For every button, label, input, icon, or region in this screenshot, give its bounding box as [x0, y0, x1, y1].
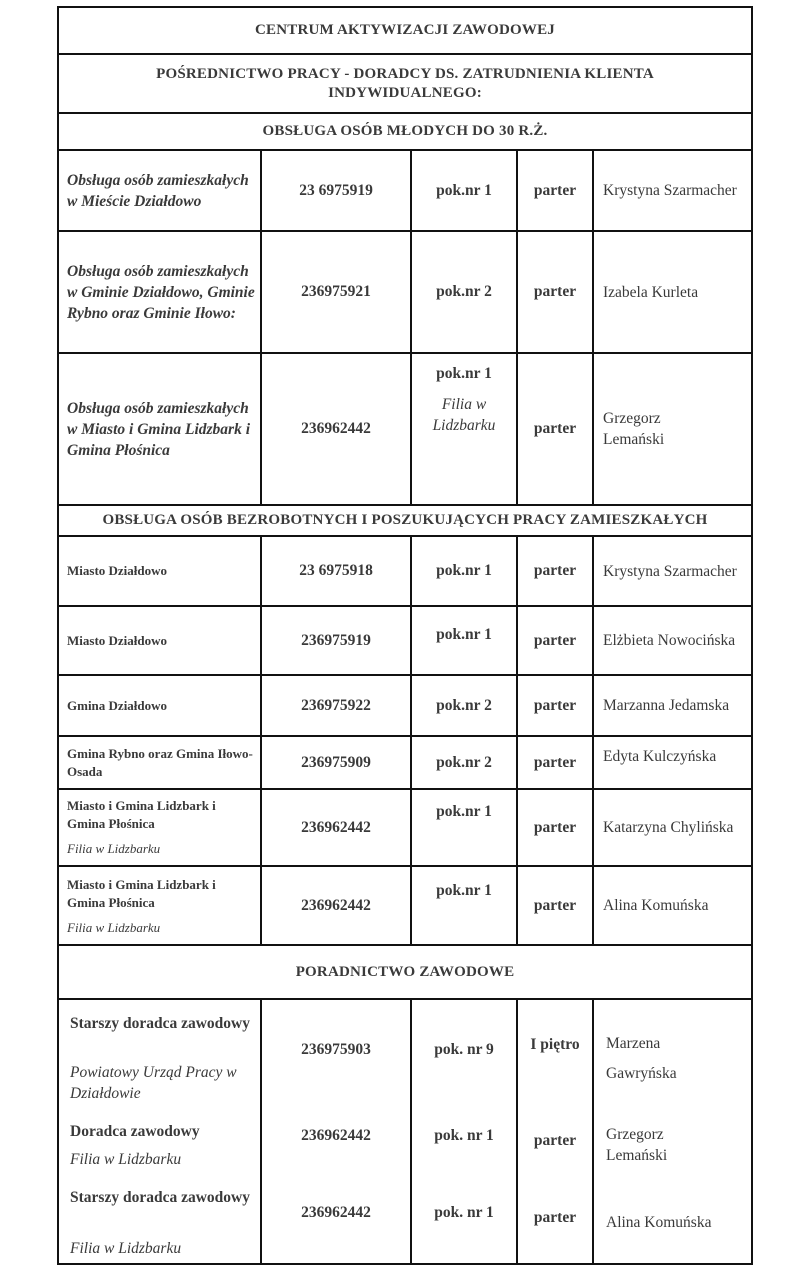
floor-label: parter [533, 1132, 577, 1149]
section-heading: OBSŁUGA OSÓB MŁODYCH DO 30 R.Ż. [262, 123, 548, 139]
area-description: Obsługa osób zamieszkałych w Miasto i Gmina Lidzbark i Gmina Płośnica [67, 399, 251, 459]
phone-number: 236962442 [301, 1204, 371, 1221]
area-note: Filia w Lidzbarku [67, 841, 161, 856]
phone-number: 23 6975918 [299, 562, 373, 579]
room-number: pok.nr 1 [436, 882, 492, 899]
person-name: Krystyna Szarmacher [603, 182, 737, 199]
advisor-place: Filia w Lidzbarku [70, 1151, 182, 1168]
section-heading: PORADNICTWO ZAWODOWE [295, 963, 515, 980]
advisor-role: Doradca zawodowy [70, 1123, 200, 1140]
room-number: pok. nr 1 [434, 1204, 494, 1221]
floor-label: parter [533, 420, 577, 437]
area-description: Miasto Działdowo [67, 563, 168, 578]
person-name: Edyta Kulczyńska [603, 748, 717, 765]
phone-number: 236962442 [301, 896, 371, 914]
col-divider [592, 149, 594, 504]
floor-label: parter [533, 696, 577, 714]
floor-label: I piętro [530, 1036, 580, 1053]
phone-number: 236962442 [301, 1127, 371, 1144]
person-name: Elżbieta Nowocińska [603, 632, 736, 649]
area-description: Miasto Działdowo [67, 632, 168, 648]
advisor-role: Starszy doradca zawodowy [70, 1189, 250, 1206]
person-name: Izabela Kurleta [603, 283, 699, 301]
room-number: pok.nr 1 [436, 562, 492, 579]
floor-label: parter [533, 818, 577, 836]
section-heading: OBSŁUGA OSÓB BEZROBOTNYCH I POSZUKUJĄCYCH PRACY ZAMIESZKAŁYCH [102, 512, 708, 528]
rule [57, 1263, 753, 1265]
phone-number: 236975919 [301, 631, 371, 649]
room-number: pok. nr 1 [434, 1127, 494, 1144]
floor-label: parter [533, 631, 577, 649]
person-last-name: Gawryńska [606, 1065, 677, 1082]
page-subtitle: POŚREDNICTWO PRACY - DORADCY DS. ZATRUDNIENIA KLIENTA INDYWIDUALNEGO: [156, 65, 654, 101]
person-name: Marzanna Jedamska [603, 697, 730, 714]
rule [57, 998, 753, 1000]
person-name: Grzegorz Lemański [603, 410, 665, 448]
person-name: Alina Komuńska [603, 897, 709, 914]
advisor-place: Filia w Lidzbarku [70, 1240, 182, 1257]
floor-label: parter [533, 896, 577, 914]
person-name: Alina Komuńska [606, 1214, 712, 1231]
floor-label: parter [533, 181, 577, 199]
room-number: pok.nr 1 [436, 181, 492, 199]
area-description: Miasto i Gmina Lidzbark i Gmina Płośnica [67, 798, 216, 831]
contact-table-document [57, 6, 753, 1265]
person-last-name: Lemański [606, 1147, 668, 1164]
border-left [57, 6, 59, 1265]
room-note: Filia w Lidzbarku [432, 396, 496, 434]
person-name: Katarzyna Chylińska [603, 819, 734, 836]
room-number: pok.nr 1 [436, 626, 492, 643]
phone-number: 236975903 [301, 1041, 371, 1058]
phone-number: 23 6975919 [299, 181, 373, 199]
phone-number: 236962442 [301, 420, 371, 437]
area-description: Obsługa osób zamieszkałych w Mieście Działdowo [67, 171, 249, 210]
room-number: pok.nr 2 [436, 696, 492, 714]
room-number: pok.nr 1 [436, 803, 492, 820]
room-number: pok.nr 2 [436, 753, 492, 771]
person-name: Krystyna Szarmacher [603, 562, 737, 580]
border-right [751, 6, 753, 1265]
phone-number: 236962442 [301, 818, 371, 836]
floor-label: parter [533, 562, 577, 579]
room-number: pok.nr 1 [436, 365, 492, 382]
area-note: Filia w Lidzbarku [67, 920, 161, 935]
room-number: pok.nr 2 [436, 283, 492, 300]
advisor-role: Starszy doradca zawodowy [70, 1015, 250, 1032]
person-first-name: Marzena [606, 1035, 661, 1052]
floor-label: parter [533, 283, 577, 300]
phone-number: 236975922 [301, 696, 371, 714]
phone-number: 236975921 [301, 283, 371, 300]
area-description: Gmina Rybno oraz Gmina Iłowo-Osada [67, 745, 253, 779]
floor-label: parter [533, 1209, 577, 1226]
advisor-place: Powiatowy Urząd Pracy w Działdowie [70, 1064, 237, 1102]
room-number: pok. nr 9 [434, 1041, 494, 1058]
col-divider [592, 998, 594, 1263]
floor-label: parter [533, 753, 577, 771]
person-first-name: Grzegorz [606, 1126, 664, 1143]
col-divider [592, 535, 594, 944]
area-description: Obsługa osób zamieszkałych w Gminie Działdowo, Gminie Rybno oraz Gminie Iłowo: [67, 262, 255, 322]
phone-number: 236975909 [301, 753, 371, 771]
area-description: Gmina Działdowo [67, 697, 168, 713]
area-description: Miasto i Gmina Lidzbark i Gmina Płośnica [67, 877, 216, 910]
page-title: CENTRUM AKTYWIZACJI ZAWODOWEJ [255, 22, 555, 38]
